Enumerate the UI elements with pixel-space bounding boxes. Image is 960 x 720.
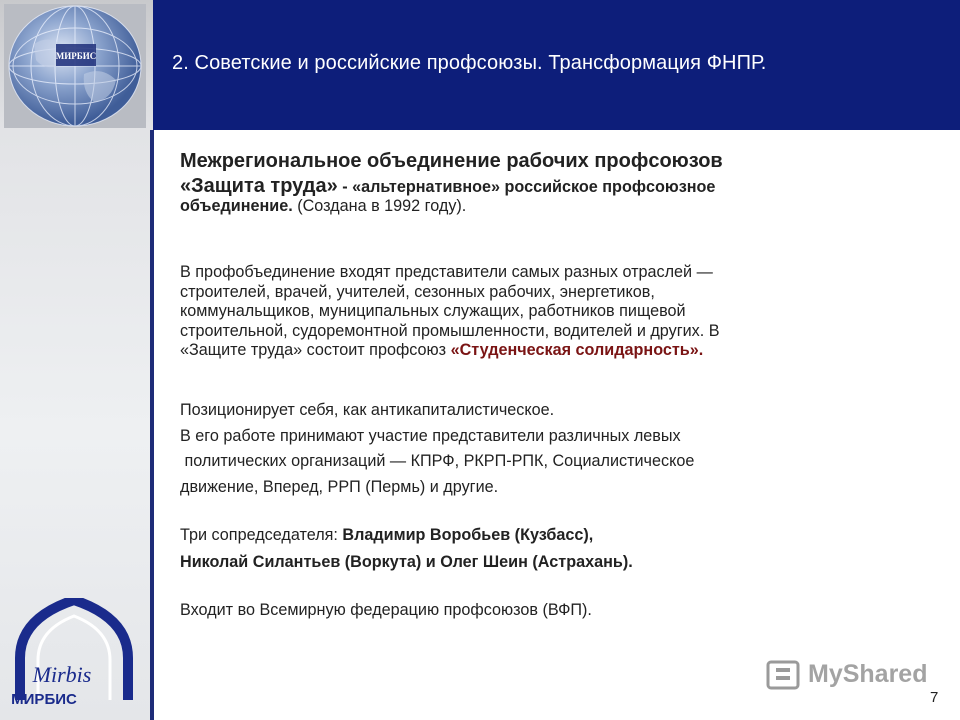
cochairs-line1 <box>180 522 633 549</box>
page-title: 2. Советские и российские профсоюзы. Трансформация ФНПР. <box>172 52 767 74</box>
logo-script-text: Mirbis <box>32 662 92 687</box>
org-heading-line2 <box>180 174 723 198</box>
divider-line <box>150 130 154 720</box>
org-heading-line1: Межрегиональное объединение рабочих профсоюзов <box>180 150 723 172</box>
student-union-name: «Студенческая солидарность». <box>450 341 704 360</box>
wfp-block <box>180 601 592 621</box>
wfp-line: Входит во Всемирную федерацию профсоюзов (ВФП). <box>180 601 592 619</box>
members-line2: строителей, врачей, учителей, сезонных рабочих, энергетиков, <box>180 282 655 301</box>
globe-logo-icon <box>4 4 146 128</box>
position-line3: политических организаций — КПРФ, РКРП-РПК, Социалистическое <box>180 452 695 470</box>
org-description: - «альтернативное» российское профсоюзное <box>337 177 716 196</box>
position-line2: В его работе принимают участие представители различных левых <box>180 426 681 445</box>
org-intro-block <box>180 152 723 217</box>
org-heading-line3 <box>180 197 723 217</box>
cochairs-label: Три сопредседателя: <box>180 526 343 544</box>
globe-logo-text: МИРБИС <box>55 51 97 61</box>
members-line1: В профобъединение входят представители самых разных отраслей — <box>180 263 713 281</box>
position-line4: движение, Вперед, РРП (Пермь) и другие. <box>180 477 499 496</box>
members-line5-text: «Защите труда» состоит профсоюз <box>180 341 451 360</box>
position-block <box>180 398 694 500</box>
members-line3: коммунальщиков, муниципальных служащих, работников пищевой <box>180 302 686 321</box>
logo-caption: МИРБИС <box>11 691 77 708</box>
founded-year-text: (Создана в 1992 году). <box>292 197 467 215</box>
members-block <box>180 263 720 361</box>
watermark-text: MyShared <box>808 660 928 688</box>
page-number: 7 <box>930 689 939 706</box>
cochairs-line2: Николай Силантьев (Воркута) и Олег Шеин (Астрахань). <box>180 553 633 571</box>
members-line5 <box>180 341 720 361</box>
cochairs-block <box>180 522 633 576</box>
org-name-quote: «Защита труда» <box>180 174 338 197</box>
members-line4: строительной, судоремонтной промышленности, водителей и других. В <box>180 321 720 340</box>
mirbis-logo-icon <box>8 598 140 710</box>
org-description-end: объединение. <box>180 197 293 215</box>
cochair-vorobyev: Владимир Воробьев (Кузбасс), <box>342 526 594 544</box>
position-line1: Позиционирует себя, как антикапиталистическое. <box>180 401 555 419</box>
